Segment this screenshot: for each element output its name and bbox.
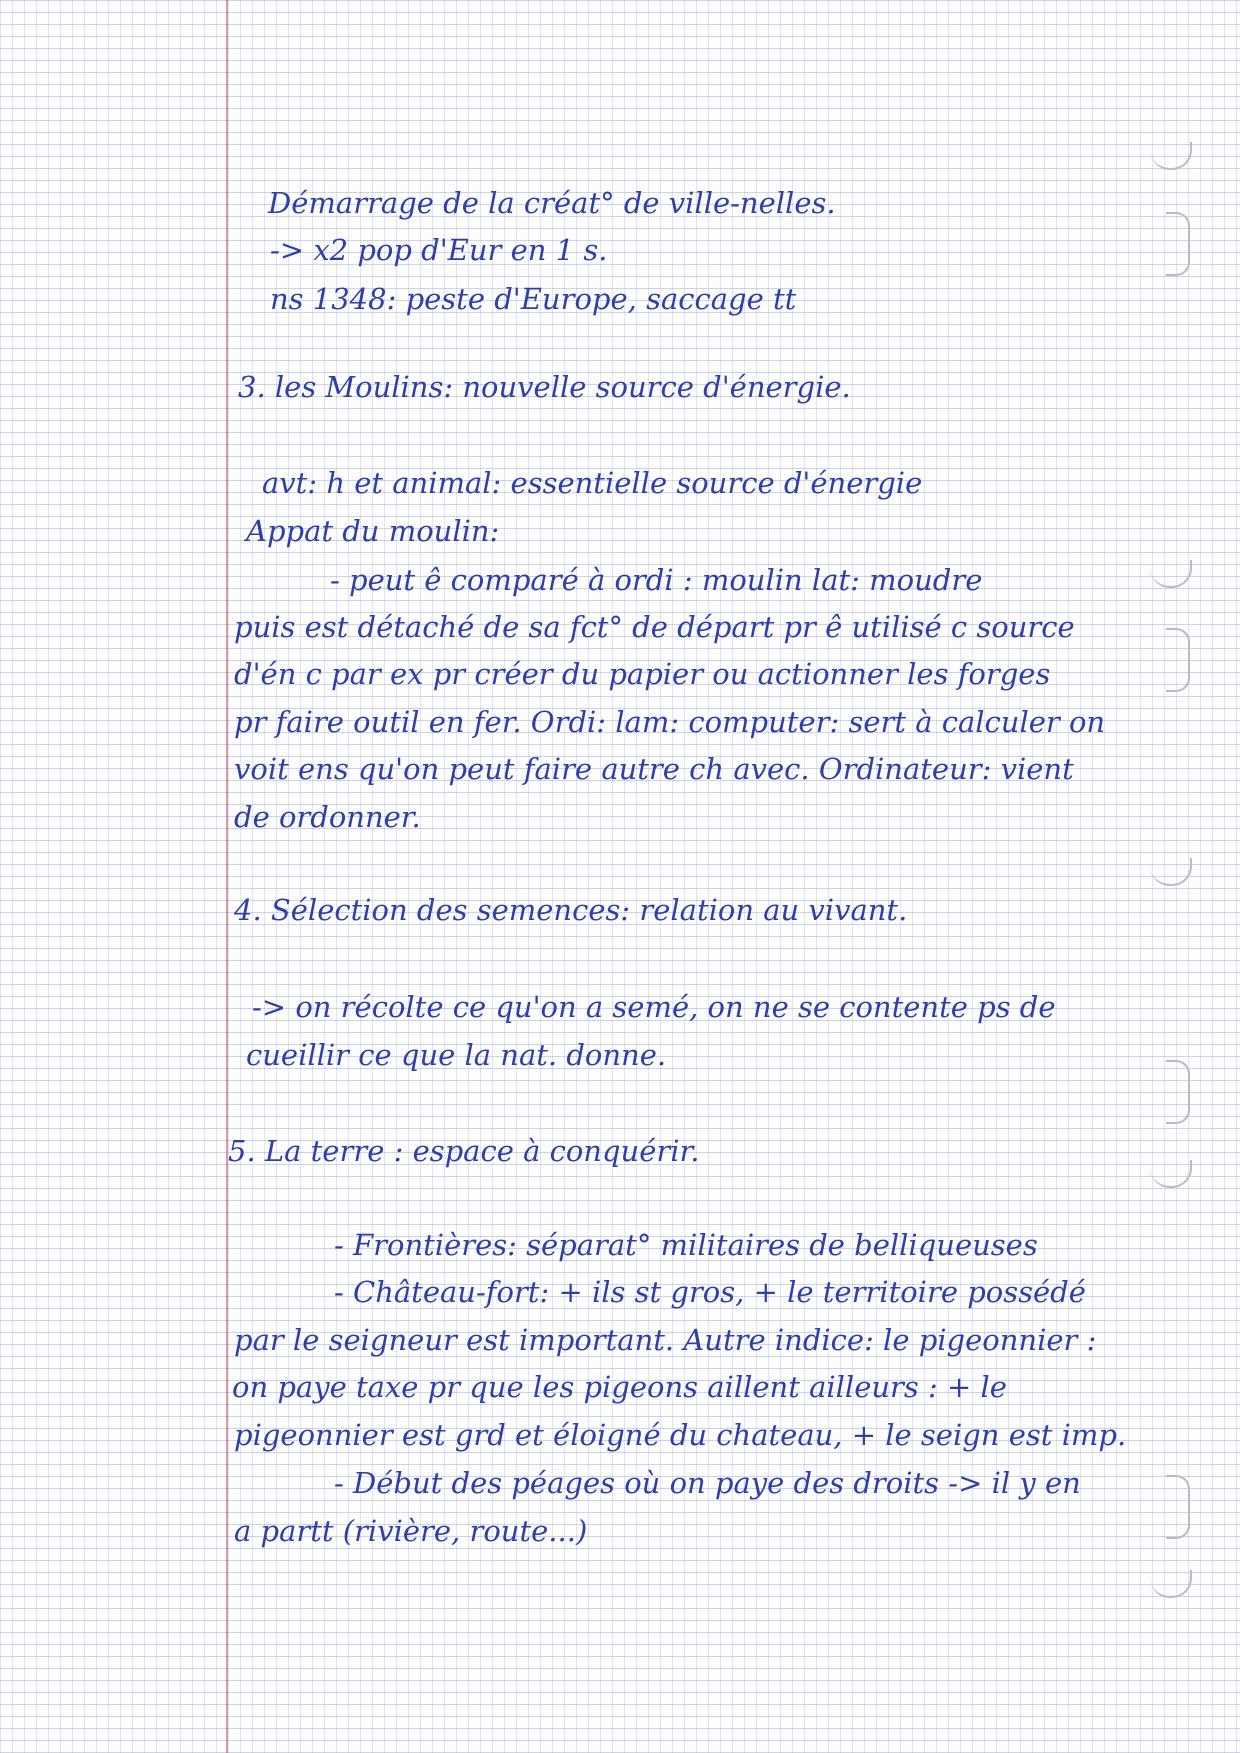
punch-hole	[1150, 858, 1192, 886]
section-heading: 4. Sélection des semences: relation au vivant.	[234, 893, 908, 927]
punch-hole	[1166, 212, 1190, 276]
section-heading: 5. La terre : espace à conquérir.	[228, 1134, 700, 1168]
punch-hole	[1150, 1160, 1192, 1188]
note-line: avt: h et animal: essentielle source d'énergie	[262, 466, 923, 500]
punch-hole	[1150, 142, 1192, 170]
note-line: d'én c par ex pr créer du papier ou actionner les forges	[234, 657, 1051, 691]
note-line: par le seigneur est important. Autre indice: le pigeonnier :	[234, 1323, 1097, 1357]
punch-hole	[1150, 560, 1192, 588]
note-line: puis est détaché de sa fct° de départ pr ê utilisé c source	[234, 610, 1075, 644]
note-line: - peut ê comparé à ordi : moulin lat: moudre	[330, 563, 983, 597]
note-line: pigeonnier est grd et éloigné du chateau, + le seign est imp.	[234, 1418, 1127, 1452]
note-line: - Frontières: séparat° militaires de belliqueuses	[334, 1228, 1038, 1262]
note-line: cueillir ce que la nat. donne.	[246, 1038, 667, 1072]
section-heading: 3. les Moulins: nouvelle source d'énergie.	[238, 370, 851, 404]
note-line: a partt (rivière, route...)	[234, 1514, 588, 1548]
margin-line	[226, 0, 228, 1753]
punch-hole	[1166, 1060, 1190, 1124]
note-line: de ordonner.	[234, 800, 421, 834]
note-line: pr faire outil en fer. Ordi: lam: computer: sert à calculer on	[234, 705, 1106, 739]
punch-hole	[1166, 1475, 1190, 1539]
note-line: on paye taxe pr que les pigeons aillent ailleurs : + le	[232, 1370, 1007, 1404]
note-line: - Château-fort: + ils st gros, + le territoire possédé	[334, 1275, 1086, 1309]
note-line: -> on récolte ce qu'on a semé, on ne se contente ps de	[252, 990, 1056, 1024]
punch-hole	[1150, 1570, 1192, 1598]
note-line: -> x2 pop d'Eur en 1 s.	[270, 233, 608, 267]
note-line: ns 1348: peste d'Europe, saccage tt	[270, 282, 797, 316]
note-line: - Début des péages où on paye des droits -> il y en	[334, 1466, 1081, 1500]
note-line: Démarrage de la créat° de ville-nelles.	[268, 186, 836, 220]
note-line: voit ens qu'on peut faire autre ch avec. Ordinateur: vient	[234, 752, 1074, 786]
punch-hole	[1166, 628, 1190, 692]
note-line: Appat du moulin:	[246, 514, 500, 548]
